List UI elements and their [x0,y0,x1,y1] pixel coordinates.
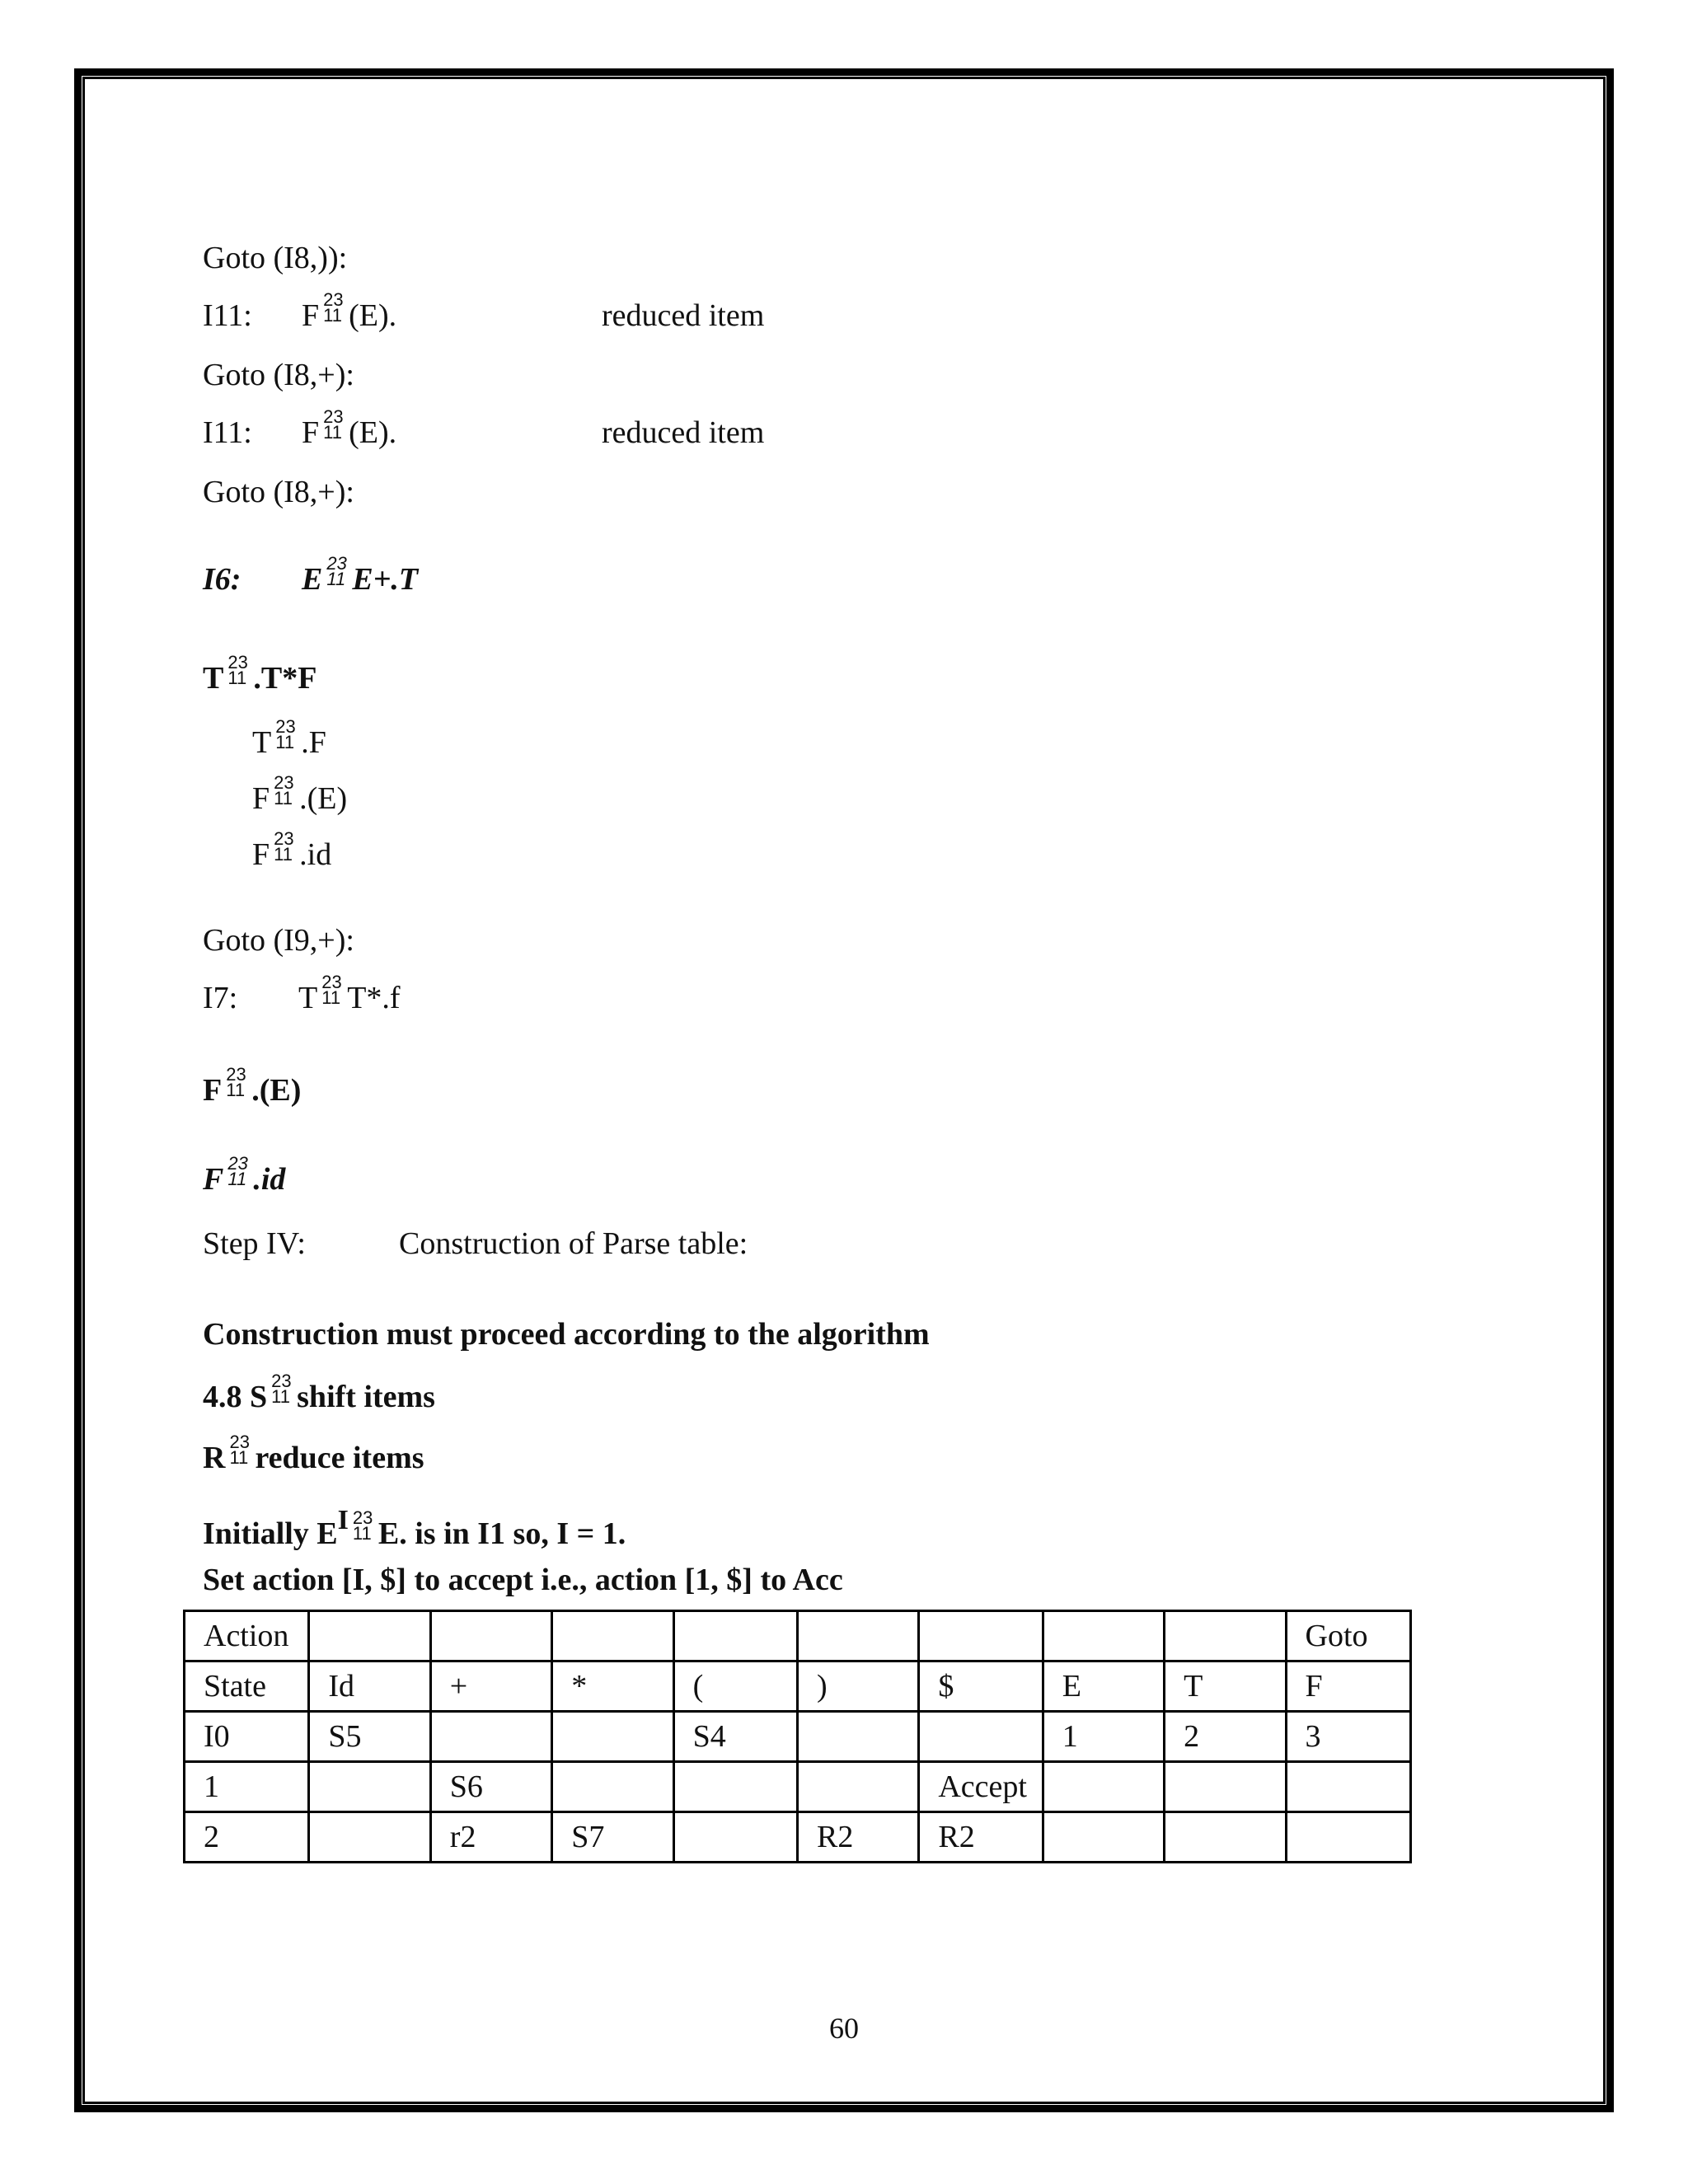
step-iv-text: Construction of Parse table: [399,1226,748,1261]
arrow-glyph [319,406,349,444]
table-row [185,1611,1411,1661]
table-cell [430,1712,551,1762]
table-row [185,1712,1411,1762]
t-f-item [252,716,326,760]
i11-a-note: reduced item [602,298,765,333]
table-cell [309,1762,430,1812]
table-cell [919,1712,1043,1762]
glyph-bottom: 11 [226,1080,246,1100]
table-cell: 1 [185,1762,309,1812]
table-cell [1286,1762,1410,1812]
glyph-bottom: 11 [323,305,342,326]
arrow-glyph [225,1432,255,1469]
f-e-post: .(E) [299,781,348,816]
arrow-glyph [267,1371,297,1408]
i11-b-note: reduced item [602,415,765,450]
table-cell [797,1762,918,1812]
parse-table-body [185,1611,1411,1863]
initially-post: E. is in I1 so, I = 1. [377,1516,626,1551]
initially-line [203,1505,626,1551]
glyph-bottom: 11 [352,1523,372,1544]
table-cell: F [1286,1661,1410,1712]
f-e-bold-pre: F [203,1073,223,1108]
i11-b-state: I11: [203,415,252,450]
table-cell [552,1762,673,1812]
table-cell [1165,1762,1286,1812]
f-id-item [252,828,332,872]
table-cell [919,1611,1043,1661]
arrow-glyph [322,553,352,591]
f-id-post: .id [299,837,332,872]
table-cell [1043,1812,1164,1863]
initially-sup: I [337,1505,349,1535]
parse-table [183,1610,1412,1863]
reduce-items-line [203,1432,424,1475]
table-cell [552,1712,673,1762]
glyph-bottom: 11 [227,668,247,688]
arrow-glyph [223,1153,253,1191]
glyph-bottom: 11 [271,1386,290,1407]
i7-item-post: T*.f [347,981,401,1015]
table-row [185,1812,1411,1863]
goto-i8-plus-2: Goto (I8,+): [203,475,354,509]
table-cell [1043,1611,1164,1661]
table-cell [797,1611,918,1661]
table-cell [309,1611,430,1661]
arrow-glyph [270,772,299,810]
table-cell: Id [309,1661,430,1712]
i7-state: I7: [203,981,238,1015]
f-e-item [252,772,348,816]
glyph-top: 23 [229,1432,250,1452]
table-cell: Accept [919,1762,1043,1812]
table-cell: $ [919,1661,1043,1712]
glyph-bottom: 11 [326,569,346,589]
f-id-pre: F [252,837,270,872]
goto-i9-plus: Goto (I9,+): [203,923,354,958]
glyph-bottom: 11 [274,788,293,808]
table-cell [552,1611,673,1661]
glyph-top: 23 [274,772,294,793]
glyph-bottom: 11 [323,422,342,443]
arrow-glyph [223,652,253,690]
i11-a-item-post: (E). [349,298,397,333]
i11-a-state: I11: [203,298,252,333]
i11-line-a [203,300,252,331]
table-cell [673,1611,797,1661]
i6-item-post: E+.T [352,562,419,597]
table-cell [1043,1762,1164,1812]
table-cell: Action [185,1611,309,1661]
table-cell [673,1812,797,1863]
glyph-top: 23 [227,652,248,673]
i7-item [298,972,401,1015]
f-id-bi-post: .id [253,1162,286,1197]
i7-item-pre: T [298,981,318,1015]
table-cell [1165,1812,1286,1863]
t-item-bold [203,652,317,696]
goto-i8-paren [203,242,347,274]
table-cell: 2 [185,1812,309,1863]
reduce-post: reduce items [255,1441,424,1475]
table-row [185,1661,1411,1712]
step-iv-label: Step IV: [203,1226,306,1261]
table-cell [309,1812,430,1863]
table-cell: ( [673,1661,797,1712]
glyph-top: 23 [326,553,347,574]
t-item-bold-pre: T [203,661,224,696]
glyph-bottom: 11 [229,1447,249,1468]
goto-i8-plus-1: Goto (I8,+): [203,358,354,392]
page-number: 60 [829,2012,859,2045]
table-cell: S4 [673,1712,797,1762]
table-cell: ) [797,1661,918,1712]
glyph-top: 23 [323,289,344,310]
glyph-bottom: 11 [321,987,341,1008]
t-f-post: .F [301,725,326,760]
table-cell: + [430,1661,551,1712]
f-id-bi-pre: F [203,1162,224,1197]
shift-items-line [203,1371,435,1414]
arrow-glyph [270,828,299,866]
i11-a-item-pre: F [302,298,320,333]
i11-b-item [302,406,397,450]
glyph-bottom: 11 [227,1169,247,1189]
table-cell [430,1611,551,1661]
table-cell [797,1712,918,1762]
table-cell: T [1165,1661,1286,1712]
goto-i8-paren-text: Goto (I8,)): [203,241,348,275]
t-f-pre: T [252,725,272,760]
construction-note: Construction must proceed according to the algorithm [203,1317,930,1352]
glyph-top: 23 [321,972,342,992]
table-cell: 1 [1043,1712,1164,1762]
table-cell: * [552,1661,673,1712]
glyph-top: 23 [227,1153,248,1174]
f-id-bi-item [203,1153,286,1197]
t-item-bold-post: .T*F [253,661,317,696]
table-cell [1165,1611,1286,1661]
f-e-bold-post: .(E) [251,1073,302,1108]
table-cell: S6 [430,1762,551,1812]
arrow-glyph [349,1507,378,1545]
f-e-pre: F [252,781,270,816]
table-cell: Goto [1286,1611,1410,1661]
table-row [185,1762,1411,1812]
i11-b-item-pre: F [302,415,320,450]
i11-b-item-post: (E). [349,415,397,450]
reduce-pre: R [203,1441,226,1475]
set-action-line: Set action [I, $] to accept i.e., action [1, $] to Acc [203,1563,843,1597]
shift-post: shift items [297,1380,435,1414]
arrow-glyph [319,289,349,327]
table-cell: S7 [552,1812,673,1863]
initially-pre: Initially E [203,1516,338,1551]
arrow-glyph [271,716,301,754]
i6-item [302,553,419,597]
arrow-glyph [222,1064,251,1102]
arrow-glyph [317,972,347,1010]
f-e-bold-item [203,1064,302,1108]
i6-item-pre: E [302,562,323,597]
table-cell: State [185,1661,309,1712]
glyph-top: 23 [352,1507,373,1528]
glyph-top: 23 [274,828,294,849]
table-cell: R2 [919,1812,1043,1863]
table-cell: R2 [797,1812,918,1863]
table-cell [1286,1812,1410,1863]
glyph-top: 23 [271,1371,292,1391]
i6-state: I6: [203,562,241,597]
i11-a-item [302,289,397,333]
table-cell: 3 [1286,1712,1410,1762]
table-cell: E [1043,1661,1164,1712]
table-cell [673,1762,797,1812]
glyph-bottom: 11 [275,732,295,752]
table-cell: I0 [185,1712,309,1762]
glyph-top: 23 [226,1064,246,1085]
glyph-bottom: 11 [274,844,293,865]
table-cell: r2 [430,1812,551,1863]
glyph-top: 23 [323,406,344,427]
glyph-top: 23 [275,716,296,737]
table-cell: 2 [1165,1712,1286,1762]
table-cell: S5 [309,1712,430,1762]
shift-pre: 4.8 S [203,1380,268,1414]
